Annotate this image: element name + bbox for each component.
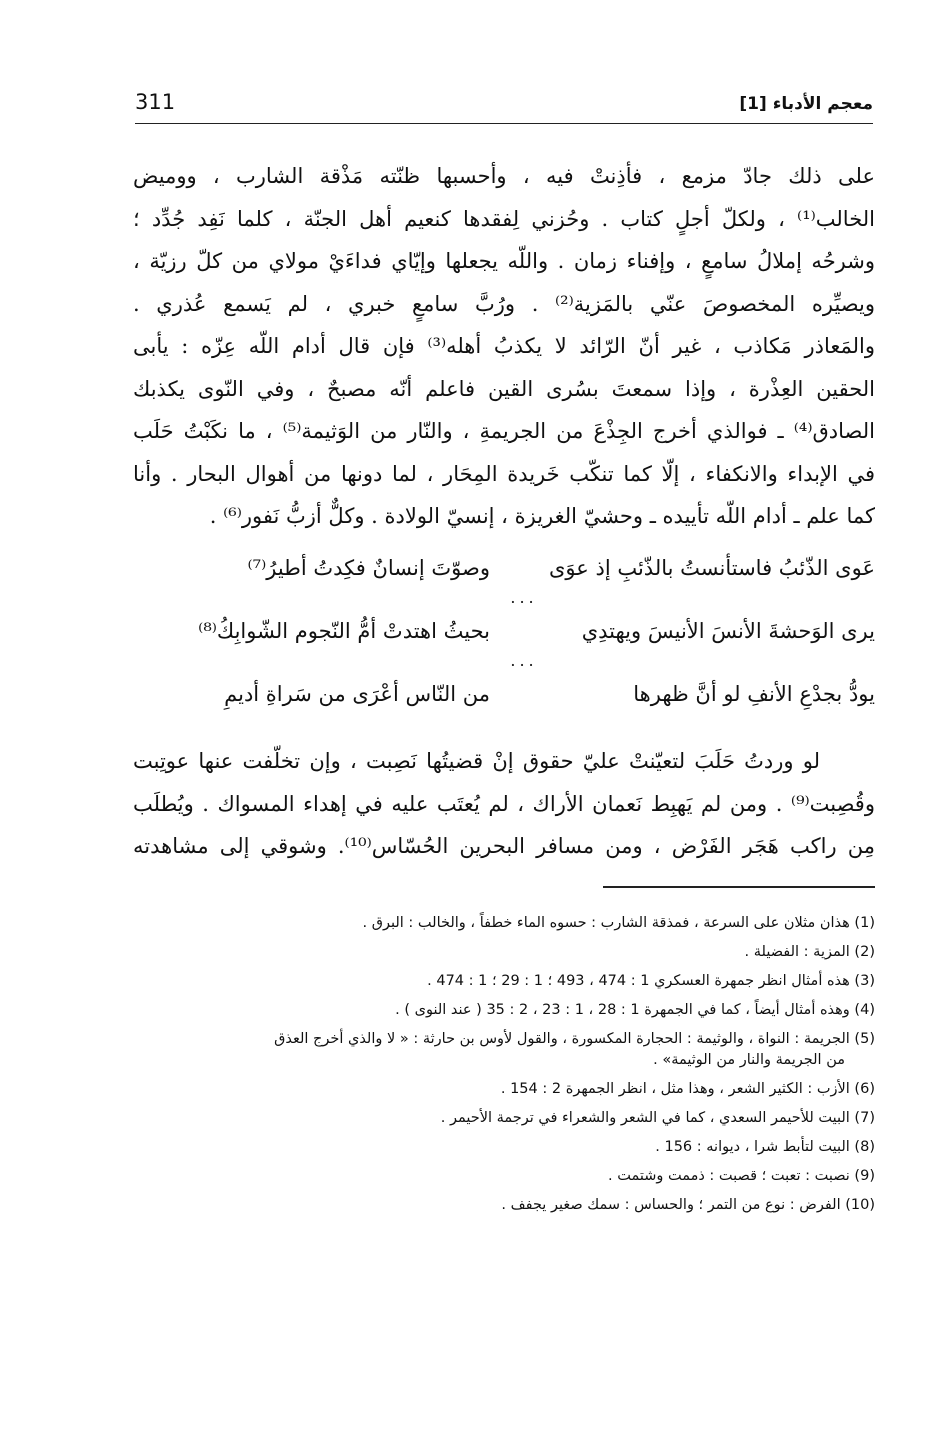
text-line: الخالب⁽¹⁾ ، ولكلّ أجلٍ كتاب . وحُزني لِفقدها كنعيم أهل الجنّة ، كلما نَفِد جُدِّد ؛ bbox=[133, 206, 875, 231]
footnote: (8) البيت لتأبط شرا ، ديوانه : 156 . bbox=[655, 1139, 875, 1155]
footnotes bbox=[110, 913, 875, 1224]
text-line: الصادق⁽⁴⁾ ـ فوالذي أخرج الجِذْعَ من الجريمةِ ، والنّار من الوَثيمة⁽⁵⁾ ، ما نكَبْتُ حَلَب bbox=[133, 419, 875, 443]
footnote: (4) وهذه أمثال أيضاً ، كما في الجمهرة 1 : 28 ، 1 : 23 ، 2 : 35 ( عند النوى ) . bbox=[395, 1002, 875, 1018]
text-line: على ذلك جادّ مزمع ، فأذِنتْ فيه ، وأحسبها ظنّته مَذْقة الشارب ، ووميض bbox=[133, 164, 875, 188]
text-line: وقُصِبت⁽⁹⁾ . ومن لم يَهبِط نَعمان الأراك ، لم يُعتَب عليه في إهداء المسواك . ويُطلَب bbox=[133, 791, 875, 816]
footnote bbox=[110, 1029, 875, 1071]
footnote: (1) هذان مثلان على السرعة ، فمذقة الشارب : حسوه الماء خطفاً ، والخالب : البرق . bbox=[362, 915, 875, 931]
text-line: الحقين العِذْرة ، وإذا سمعتَ بسُرى القين فاعلم أنّه مصبحٌ ، وفي النّوى يكذبك bbox=[133, 376, 875, 401]
footnote-text: (5) الجريمة : النواة ، والوثيمة : الحجارة المكسورة ، والقول لأوس بن حارثة : « لا والذي أخرج العذق bbox=[274, 1031, 875, 1047]
verse-second-hemistich: من النّاس أعْرَى من سَراةِ أديمِ bbox=[224, 682, 490, 706]
text-line: لو وردتُ حَلَبَ لتعيّنتْ عليّ حقوق إنْ قضيتُها نَصِبت ، وإن تخلّفت عنها عوتِبت bbox=[133, 749, 820, 773]
verse-separator: ... bbox=[510, 651, 538, 670]
verse bbox=[133, 674, 875, 715]
footnote: (9) نصبت : تعبت ؛ قصبت : ذممت وشتمت . bbox=[607, 1168, 875, 1184]
footnote-continuation: من الجريمة والنار من الوثيمة» . bbox=[653, 1052, 845, 1068]
verse-second-hemistich: وصوّتَ إنسانٌ فكِدتُ أطيرُ⁽⁷⁾ bbox=[247, 556, 490, 580]
text-line: كما علم ـ أدام اللّه تأييده ـ وحشيّ الغريزة ، إنسيّ الولادة . وكلٌّ أزبُّ نَفور⁽⁶⁾ . bbox=[209, 504, 875, 528]
footnote: (6) الأزب : الكثير الشعر ، وهذا مثل ، انظر الجمهرة 2 : 154 . bbox=[500, 1081, 875, 1097]
text-line: في الإبداء والانكفاء ، إلّا كما تنكّب خَريدة المِحَار ، لما دونها من أهوال البحار . وأنا bbox=[133, 461, 875, 486]
text-line: وشرحُه إملالُ سامعٍ ، وإفناء زمان . واللّه يجعلها وإيّاي فداءَيْ مولاي من كلّ رزيّة ، bbox=[133, 249, 875, 273]
footnote: (2) المزية : الفضيلة . bbox=[744, 944, 875, 960]
poem bbox=[133, 548, 875, 715]
verse-second-hemistich: بحيثُ اهتدتْ أمُّ النّجوم الشّوابِكُ⁽⁸⁾ bbox=[198, 619, 490, 643]
page-number: 311 bbox=[135, 90, 176, 114]
main-text bbox=[133, 155, 875, 538]
text-line: والمَعاذر مَكاذب ، غير أنّ الرّائد لا يكذبُ أهله⁽³⁾ فإن قال أدام اللّه عِزّه : يأبى bbox=[133, 334, 875, 358]
verse-first-hemistich: عَوى الذّئبُ فاستأنستُ بالذّئبِ إذ عوَى bbox=[548, 556, 875, 580]
footnote: (10) الفرض : نوع من التمر ؛ والحساس : سمك صغير يجفف . bbox=[501, 1197, 875, 1213]
footnote: (3) هذه أمثال انظر جمهرة العسكري 1 : 474 ، 493 ؛ 1 : 29 ؛ 1 : 474 . bbox=[427, 973, 875, 989]
verse-first-hemistich: يرى الوَحشةَ الأنسَ الأنيسَ ويهتدِي bbox=[581, 619, 875, 643]
text-line: مِن راكب هَجَر الفَرْض ، ومن مسافر البحرين الحُسّاس⁽¹⁰⁾. وشوقي إلى مشاهدته bbox=[133, 834, 875, 858]
main-text-continued bbox=[133, 740, 875, 868]
footnote: (7) البيت للأحيمر السعدي ، كما في الشعر والشعراء في ترجمة الأحيمر . bbox=[440, 1110, 875, 1126]
verse bbox=[133, 548, 875, 589]
page-header bbox=[135, 88, 873, 124]
text-line: ويصيِّره المخصوصَ عنّي بالمَزية⁽²⁾ . ورُبَّ سامعٍ خبري ، لم يَسمع عُذري . bbox=[133, 291, 875, 316]
book-title: معجم الأدباء [1] bbox=[739, 94, 873, 114]
verse bbox=[133, 611, 875, 652]
header-rule bbox=[135, 123, 873, 125]
footnote-rule bbox=[603, 886, 875, 888]
verse-first-hemistich: يودُّ بجدْعِ الأنفِ لو أنَّ ظهرها bbox=[633, 682, 875, 706]
verse-separator: ... bbox=[510, 588, 538, 607]
